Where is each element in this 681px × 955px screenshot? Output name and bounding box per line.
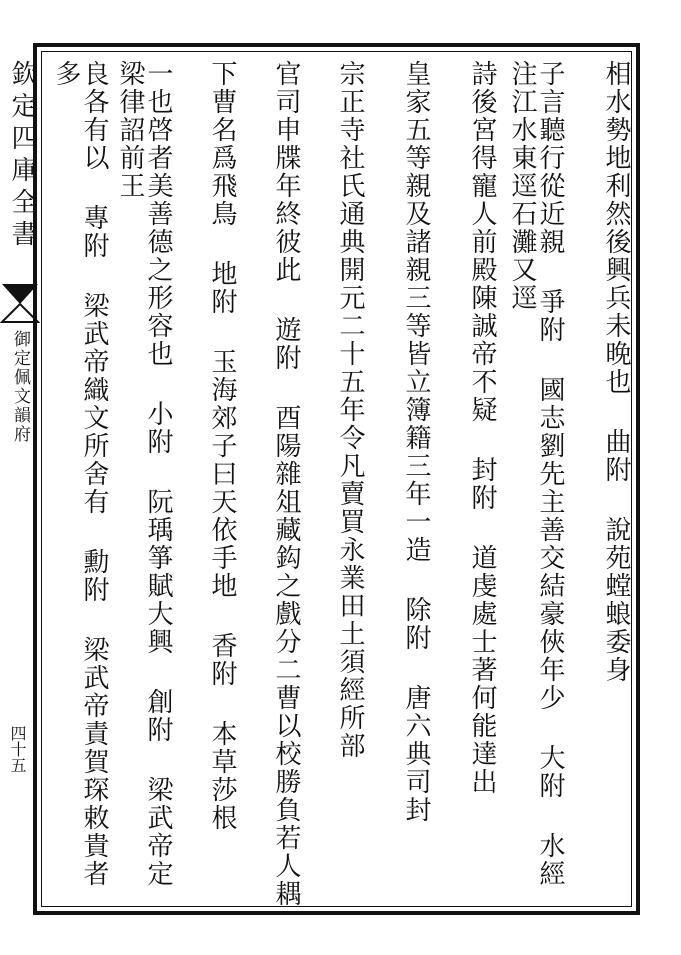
page-margin	[0, 0, 36, 955]
text-column-9: 良各有以 專附 梁武帝織文所舍有 勳附 梁武帝責賀琛敕貴者多	[51, 60, 109, 888]
page-number: 四十五	[8, 725, 27, 773]
text-column-1: 相水勢地利然後興兵未晚也 曲附 說苑螳蜋委身	[601, 60, 631, 684]
text-column-3: 詩後宮得寵人前殿陳誠帝不疑 封附 道虔處士著何能達出	[467, 60, 497, 796]
book-title: 欽定四庫全書	[7, 60, 37, 252]
work-title: 御定佩文韻府	[10, 330, 30, 444]
text-column-8: 一也啓者美善德之形容也 小附 阮瑀箏賦大興 創附 梁武帝定梁律詔前王	[115, 60, 173, 888]
text-column-6: 官司申牒年終彼此 遊附 酉陽雜俎藏鈎之戲分二曹以校勝負若人耦	[271, 60, 301, 908]
text-column-5: 宗正寺社氏通典開元二十五年令凡賣買永業田土須經所部	[335, 60, 365, 760]
fish-tail-mark-icon	[0, 282, 40, 324]
text-column-7: 下曹名爲飛鳥 地附 玉海郊子曰天依手地 香附 本草莎根	[207, 60, 237, 832]
text-column-4: 皇家五等親及諸親三等皆立簿籍三年一造 除附 唐六典司封	[401, 60, 431, 824]
text-column-2: 子言聽行從近親 爭附 國志劉先主善交結豪俠年少 大附 水經注江水東逕石灘又逕	[507, 60, 565, 888]
